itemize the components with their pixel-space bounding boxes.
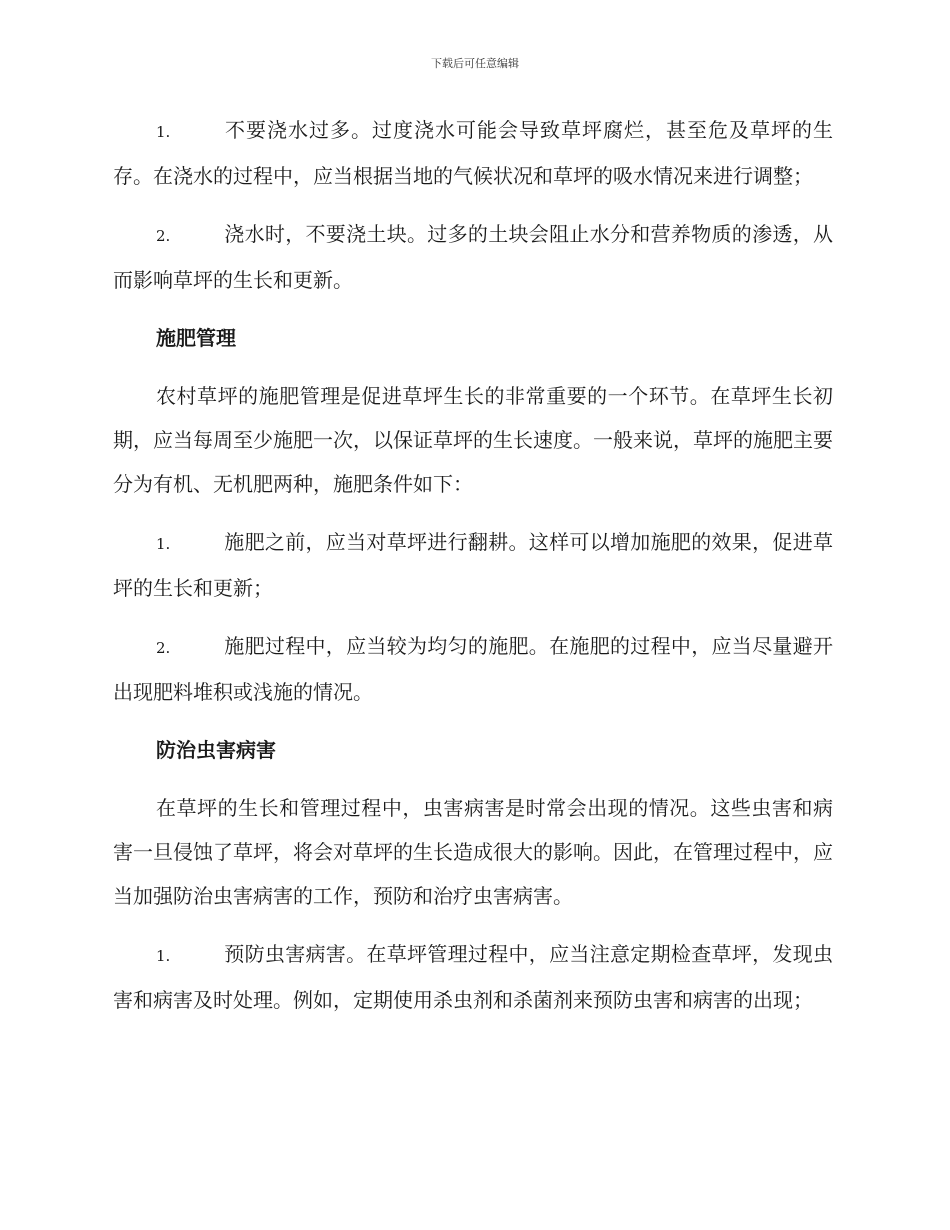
list-item [113,212,833,302]
list-item [113,108,833,198]
list-item [113,932,833,1022]
list-item-text: 浇水时，不要浇土块。过多的土块会阻止水分和营养物质的渗透，从而影响草坪的生长和更新。 [113,222,833,292]
section-heading: 施肥管理 [156,326,236,350]
paragraph: 农村草坪的施肥管理是促进草坪生长的非常重要的一个环节。在草坪生长初期，应当每周至少施肥一次，以保证草坪的生长速度。一般来说，草坪的施肥主要分为有机、无机肥两种，施肥条件如下： [113,384,833,496]
list-item-text: 预防虫害病害。在草坪管理过程中，应当注意定期检查草坪，发现虫害和病害及时处理。例如，定期使用杀虫剂和杀菌剂来预防虫害和病害的出现； [113,942,833,1012]
list-number: 2. [156,227,171,245]
list-item-text: 不要浇水过多。过度浇水可能会导致草坪腐烂，甚至危及草坪的生存。在浇水的过程中，应当根据当地的气候状况和草坪的吸水情况来进行调整； [113,118,833,188]
document-body [113,108,833,1022]
list-number: 2. [156,639,171,657]
list-item-text: 施肥之前，应当对草坪进行翻耕。这样可以增加施肥的效果，促进草坪的生长和更新； [113,530,833,600]
list-item [113,520,833,610]
list-number: 1. [156,947,171,965]
list-item [113,624,833,714]
section-heading: 防治虫害病害 [156,738,276,762]
list-item-text: 施肥过程中，应当较为均匀的施肥。在施肥的过程中，应当尽量避开出现肥料堆积或浅施的情况。 [113,634,833,704]
list-number: 1. [156,123,171,141]
list-number: 1. [156,535,171,553]
page-header: 下载后可任意编辑 [431,57,519,70]
paragraph: 在草坪的生长和管理过程中，虫害病害是时常会出现的情况。这些虫害和病害一旦侵蚀了草坪，将会对草坪的生长造成很大的影响。因此，在管理过程中，应当加强防治虫害病害的工作，预防和治疗虫害病害。 [113,796,833,908]
